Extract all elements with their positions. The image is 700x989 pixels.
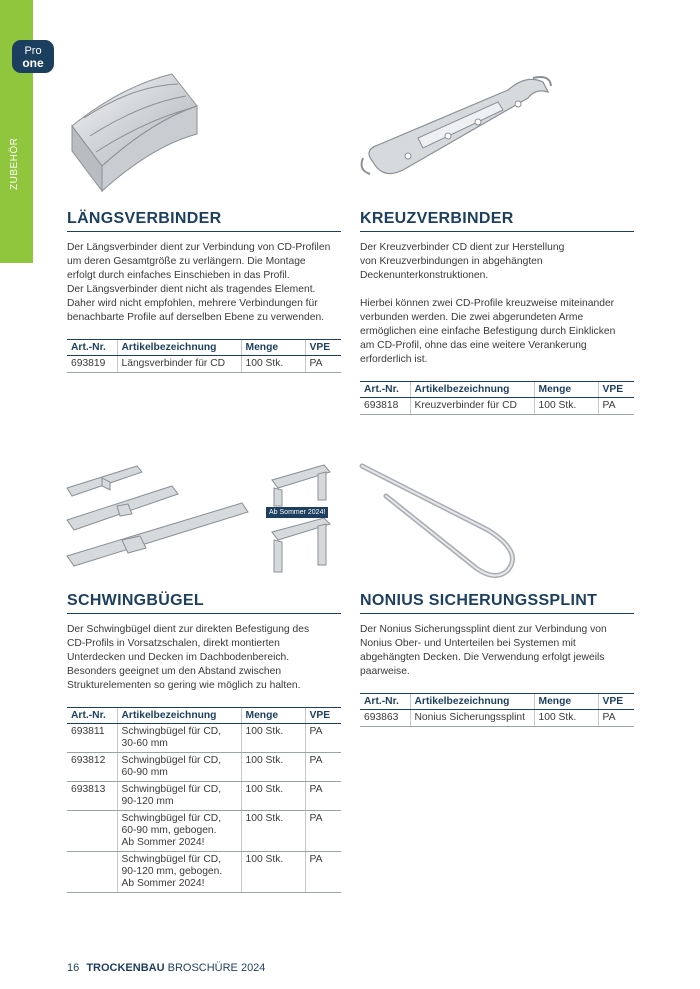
- cell-bez: Längsverbinder für CD: [117, 356, 241, 373]
- cell-art: 693811: [67, 724, 117, 753]
- cell-menge: 100 Stk.: [241, 724, 305, 753]
- cell-art: 693812: [67, 753, 117, 782]
- description-text: Hierbei können zwei CD-Profile kreuzweise miteinander verbunden werden. Die zwei abgerundeten Arme ermöglichen eine einfache Befestigung durch Einklicken am CD-Profil, ohne das eine weitere Verankerung erforderlich ist.: [360, 298, 616, 365]
- table-row: [67, 753, 341, 782]
- cell-menge: 100 Stk.: [241, 753, 305, 782]
- section-description: [67, 241, 341, 325]
- table-row: [67, 852, 341, 893]
- product-table: [360, 693, 634, 727]
- cell-art: [67, 811, 117, 852]
- cell-art: 693819: [67, 356, 117, 373]
- description-text: Der Längsverbinder dient zur Verbindung von CD-Profilen um deren Gesamtgröße zu verlängern. Die Montage erfolgt durch einfaches Einschieben in das Profil. Der Längsverbinder dient nicht als tragendes Element. Daher wird nicht empfohlen, mehrere Verbindungen für benachbarte Profile auf derselben Ebene zu verwenden.: [67, 242, 331, 323]
- header-art: Art.-Nr.: [360, 382, 410, 398]
- header-art: Art.-Nr.: [67, 340, 117, 356]
- header-bez: Artikelbezeichnung: [410, 382, 534, 398]
- table-row: [67, 782, 341, 811]
- page-number: 16: [67, 962, 80, 974]
- header-vpe: VPE: [598, 694, 634, 710]
- footer-title-bold: TROCKENBAU: [86, 962, 165, 974]
- section-description: [360, 241, 634, 367]
- cell-menge: 100 Stk.: [534, 398, 598, 415]
- laengsverbinder-illustration: [62, 66, 212, 196]
- section-description: [360, 623, 634, 679]
- brand-logo: [12, 40, 54, 73]
- availability-badge: Ab Sommer 2024!: [266, 507, 328, 518]
- cell-menge: 100 Stk.: [241, 852, 305, 893]
- section-schwingbuegel: [67, 592, 341, 893]
- product-table: [360, 381, 634, 415]
- cell-art: 693818: [360, 398, 410, 415]
- header-bez: Artikelbezeichnung: [410, 694, 534, 710]
- cell-bez: Schwingbügel für CD, 90-120 mm, gebogen. Ab Sommer 2024!: [117, 852, 241, 893]
- cell-menge: 100 Stk.: [241, 811, 305, 852]
- cell-bez: Schwingbügel für CD, 60-90 mm: [117, 753, 241, 782]
- header-menge: Menge: [534, 694, 598, 710]
- cell-vpe: PA: [305, 811, 341, 852]
- table-row: [360, 398, 634, 415]
- product-table: [67, 339, 341, 373]
- header-bez: Artikelbezeichnung: [117, 708, 241, 724]
- product-table: [67, 707, 341, 893]
- table-header-row: [67, 708, 341, 724]
- cell-art: [67, 852, 117, 893]
- header-bez: Artikelbezeichnung: [117, 340, 241, 356]
- cell-art: 693813: [67, 782, 117, 811]
- cell-vpe: PA: [305, 852, 341, 893]
- logo-line1: Pro: [24, 45, 42, 57]
- cell-vpe: PA: [598, 398, 634, 415]
- cell-bez: Schwingbügel für CD, 60-90 mm, gebogen. Ab Sommer 2024!: [117, 811, 241, 852]
- cell-vpe: PA: [305, 724, 341, 753]
- cell-vpe: PA: [305, 356, 341, 373]
- cell-vpe: PA: [598, 710, 634, 727]
- description-text: Der Schwingbügel dient zur direkten Befestigung des CD-Profils in Vorsatzschalen, direkt montierten Unterdecken und Decken im Dachbodenbereich. Besonders geeignet um den Abstand zwischen Strukturelementen so gering wie möglich zu halten.: [67, 624, 310, 691]
- table-row: [67, 811, 341, 852]
- section-title: SCHWINGBÜGEL: [67, 592, 341, 614]
- cell-bez: Kreuzverbinder für CD: [410, 398, 534, 415]
- header-menge: Menge: [241, 340, 305, 356]
- cell-art: 693863: [360, 710, 410, 727]
- nonius-splint-illustration: [358, 460, 530, 582]
- section-title: NONIUS SICHERUNGSSPLINT: [360, 592, 634, 614]
- table-row: [360, 710, 634, 727]
- cell-vpe: PA: [305, 782, 341, 811]
- cell-menge: 100 Stk.: [534, 710, 598, 727]
- header-menge: Menge: [241, 708, 305, 724]
- header-art: Art.-Nr.: [67, 708, 117, 724]
- page-footer: [67, 962, 265, 974]
- description-text: Der Nonius Sicherungssplint dient zur Verbindung von Nonius Ober- und Unterteilen bei Systemen mit abgehängten Decken. Die Verwendung erfolgt jeweils paarweise.: [360, 624, 607, 677]
- table-header-row: [360, 382, 634, 398]
- cell-bez: Schwingbügel für CD, 30-60 mm: [117, 724, 241, 753]
- cell-menge: 100 Stk.: [241, 356, 305, 373]
- schwingbuegel-illustration: [62, 458, 252, 578]
- table-row: [67, 356, 341, 373]
- section-title: LÄNGSVERBINDER: [67, 210, 341, 232]
- section-kreuzverbinder: [360, 210, 634, 415]
- sidebar-label: ZUBEHÖR: [9, 137, 20, 190]
- header-vpe: VPE: [305, 340, 341, 356]
- footer-title-rest: BROSCHÜRE 2024: [167, 962, 266, 974]
- header-menge: Menge: [534, 382, 598, 398]
- header-vpe: VPE: [305, 708, 341, 724]
- table-header-row: [67, 340, 341, 356]
- cell-vpe: PA: [305, 753, 341, 782]
- header-vpe: VPE: [598, 382, 634, 398]
- table-row: [67, 724, 341, 753]
- cell-bez: Nonius Sicherungssplint: [410, 710, 534, 727]
- table-header-row: [360, 694, 634, 710]
- kreuzverbinder-illustration: [358, 70, 553, 190]
- section-laengsverbinder: [67, 210, 341, 373]
- cell-bez: Schwingbügel für CD, 90-120 mm: [117, 782, 241, 811]
- section-nonius: [360, 592, 634, 727]
- logo-line2: one: [22, 56, 44, 70]
- schwingbuegel-gebogen-illustration: [264, 460, 336, 580]
- description-text: Der Kreuzverbinder CD dient zur Herstellung von Kreuzverbindungen in abgehängten Deckenunterkonstruktionen.: [360, 242, 565, 281]
- section-title: KREUZVERBINDER: [360, 210, 634, 232]
- section-description: [67, 623, 341, 693]
- header-art: Art.-Nr.: [360, 694, 410, 710]
- cell-menge: 100 Stk.: [241, 782, 305, 811]
